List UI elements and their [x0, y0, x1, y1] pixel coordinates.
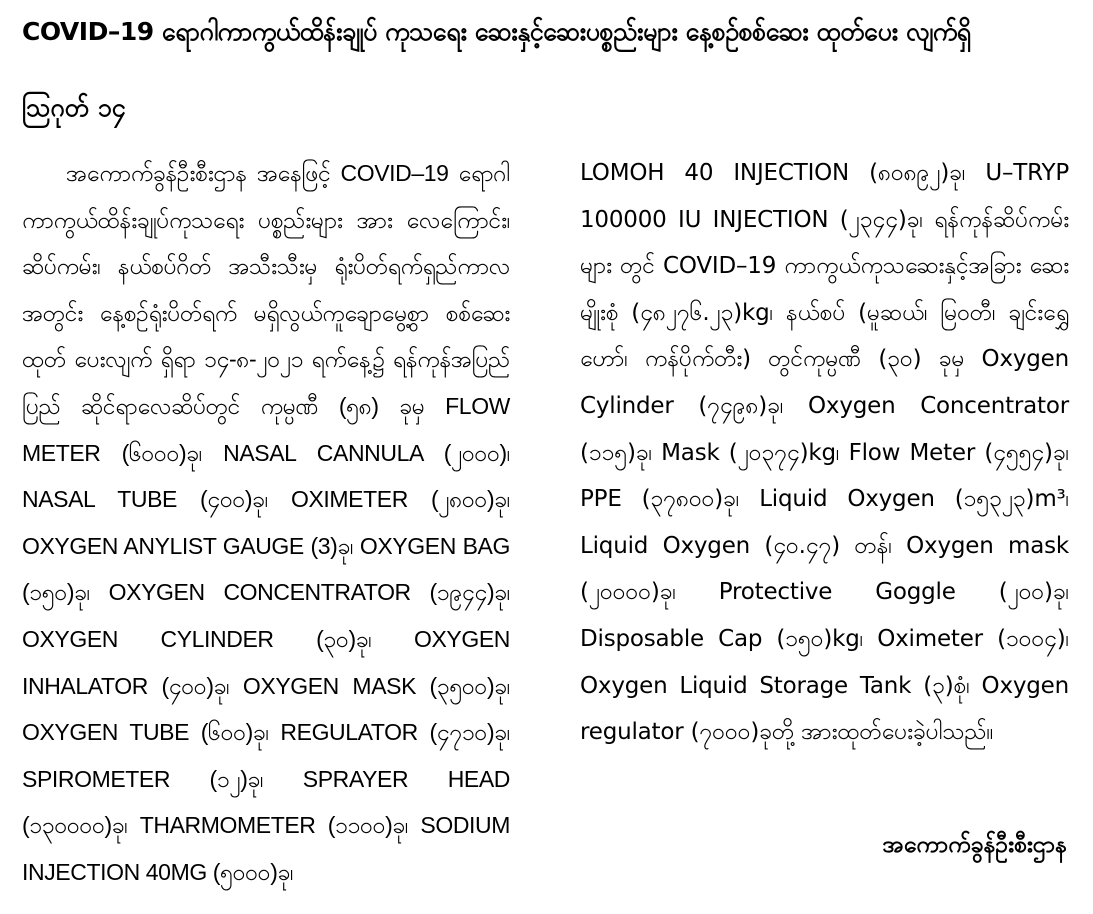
article-column-left: အကောက်ခွန်ဦးစီးဌာန အနေဖြင့် COVID–19 ရောဂါ ကာကွယ်ထိန်းချုပ်ကုသရေး ပစ္စည်းများ အား လေကြောင်း၊ ဆိပ်ကမ်း၊ နယ်စပ်ဂိတ် အသီးသီးမှ ရုံးပိတ်ရက်ရှည်ကာလအတွင်း နေ့စဉ်ရုံးပိတ်ရက် မရှိလွယ်ကူချောမွေ့စွာ စစ်ဆေးထုတ် ပေးလျက် ရှိရာ ၁၄-၈-၂၀၂၁ ရက်နေ့၌ ရန်ကုန်အပြည်ပြည် ဆိုင်ရာလေဆိပ်တွင် ကုမ္ပဏီ (၅၈) ခုမှ FLOW METER (၆၀၀၀)ခု၊ NASAL CANNULA (၂၀၀၀)၊ NASAL TUBE (၄၀၀)ခု၊ OXIMETER (၂၈၀၀)ခု၊ OXYGEN ANYLIST GAUGE (3)ခု၊ OXYGEN BAG (၁၅၀)ခု၊ OXYGEN CONCENTRATOR (၁၉၄၄)ခု၊ OXYGEN CYLINDER (၃၀)ခု၊ OXYGEN INHALATOR (၄၀၀)ခု၊ OXYGEN MASK (၃၅၀၀)ခု၊ OXYGEN TUBE (၆၀၀)ခု၊ REGULATOR (၄၇၁၀)ခု၊ SPIROMETER (၁၂)ခု၊ SPRAYER HEAD (၁၃၀၀၀၀)ခု၊ THARMOMETER (၁၁၀၀)ခု၊ SODIUM INJECTION 40MG (၅၀၀၀)ခု၊ [22, 160, 510, 885]
document-title: COVID–19 ရောဂါကာကွယ်ထိန်းချုပ် ကုသရေး ဆေးနှင့်ဆေးပစ္စည်းများ နေ့စဉ်စစ်ဆေး ထုတ်ပေး လျက်ရှိ [22, 17, 971, 46]
document-date: ဩဂုတ် ၁၄ [22, 93, 126, 122]
signature: အကောက်ခွန်ဦးစီးဌာန [882, 832, 1067, 858]
article-column-right: LOMOH 40 INJECTION (၈၀၈၉၂)ခု၊ U–TRYP 100000 IU INJECTION (၂၃၄၄)ခု၊ ရန်ကုန်ဆိပ်ကမ်းများ တွင် COVID–19 ကာကွယ်ကုသဆေးနှင့်အခြား ဆေးမျိုးစုံ (၄၈၂၇၆.၂၃)kg၊ နယ်စပ် (မူဆယ်၊ မြဝတီ၊ ချင်းရွှေဟော်၊ ကန်ပိုက်တီး) တွင်ကုမ္ပဏီ (၃၀) ခုမှ Oxygen Cylinder (၇၄၉၈)ခု၊ Oxygen Concentrator (၁၁၅)ခု၊ Mask (၂၀၃၇၄)kg၊ Flow Meter (၄၅၅၄)ခု၊ PPE (၃၇၈၀၀)ခု၊ Liquid Oxygen (၁၅၃၂၃)m³၊ Liquid Oxygen (၄၀.၄၇) တန်၊ Oxygen mask (၂၀၀၀၀)ခု၊ Protective Goggle (၂၀၀)ခု၊ Disposable Cap (၁၅၀)kg၊ Oximeter (၁၀၀၄)၊ Oxygen Liquid Storage Tank (၃)စုံ၊ Oxygen regulator (၇၀၀၀)ခုတို့ အားထုတ်ပေးခဲ့ပါသည်။ [580, 160, 1069, 746]
